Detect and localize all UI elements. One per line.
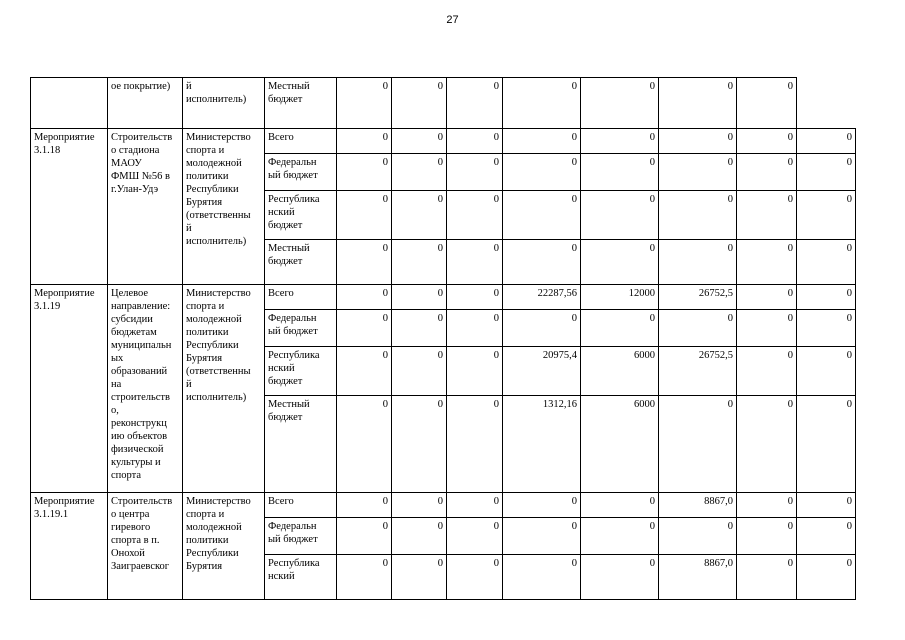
value-cell: 22287,56 (503, 285, 581, 310)
executor-cell: Министерство спорта и молодежной политики Республики Бурятия (183, 493, 265, 600)
source-cell: Местный бюджет (265, 78, 337, 129)
value-cell: 0 (447, 285, 503, 310)
page-number: 27 (446, 14, 459, 26)
value-cell: 0 (447, 518, 503, 555)
value-cell: 26752,5 (659, 347, 737, 396)
executor-cell: й исполнитель) (183, 78, 265, 129)
value-cell: 0 (503, 240, 581, 285)
value-cell: 0 (797, 285, 856, 310)
value-cell: 0 (337, 555, 392, 600)
value-cell: 0 (797, 396, 856, 493)
value-cell: 0 (392, 555, 447, 600)
value-cell: 0 (737, 347, 797, 396)
value-cell: 0 (797, 191, 856, 240)
value-cell: 0 (447, 78, 503, 129)
value-cell: 0 (337, 240, 392, 285)
value-cell: 0 (737, 518, 797, 555)
value-cell: 0 (581, 154, 659, 191)
value-cell: 0 (737, 129, 797, 154)
value-cell: 0 (392, 285, 447, 310)
value-cell: 0 (447, 129, 503, 154)
value-cell: 0 (447, 493, 503, 518)
value-cell: 0 (737, 310, 797, 347)
value-cell: 0 (337, 129, 392, 154)
value-cell: 20975,4 (503, 347, 581, 396)
name-cell: Строительств о центра гиревого спорта в п. Онохой Заиграевског (108, 493, 183, 600)
source-cell: Всего (265, 493, 337, 518)
name-cell: Строительств о стадиона МАОУ ФМШ №56 в г.Улан-Удэ (108, 129, 183, 285)
table-row (31, 129, 856, 154)
value-cell: 0 (581, 555, 659, 600)
value-cell: 0 (503, 154, 581, 191)
value-cell: 0 (659, 154, 737, 191)
value-cell: 0 (392, 78, 447, 129)
value-cell: 0 (797, 555, 856, 600)
value-cell: 0 (737, 154, 797, 191)
event-cell: Мероприятие 3.1.18 (31, 129, 108, 285)
value-cell: 0 (797, 310, 856, 347)
table-row (31, 493, 856, 518)
event-cell (31, 78, 108, 129)
value-cell: 0 (797, 493, 856, 518)
source-cell: Республика нский бюджет (265, 347, 337, 396)
budget-table (30, 77, 856, 600)
value-cell: 0 (797, 518, 856, 555)
value-cell: 0 (392, 347, 447, 396)
value-cell: 0 (503, 191, 581, 240)
value-cell: 0 (337, 78, 392, 129)
source-cell: Местный бюджет (265, 240, 337, 285)
value-cell: 0 (797, 240, 856, 285)
value-cell: 0 (797, 154, 856, 191)
value-cell: 0 (337, 493, 392, 518)
value-cell: 0 (737, 396, 797, 493)
value-cell: 0 (797, 129, 856, 154)
value-cell: 0 (337, 191, 392, 240)
value-cell: 0 (659, 310, 737, 347)
value-cell: 0 (737, 285, 797, 310)
value-cell: 0 (447, 191, 503, 240)
source-cell: Всего (265, 129, 337, 154)
value-cell: 0 (392, 154, 447, 191)
value-cell: 6000 (581, 347, 659, 396)
value-cell: 0 (659, 191, 737, 240)
value-cell: 0 (337, 310, 392, 347)
source-cell: Федеральн ый бюджет (265, 518, 337, 555)
value-cell: 0 (659, 240, 737, 285)
value-cell: 0 (392, 240, 447, 285)
name-cell: ое покрытие) (108, 78, 183, 129)
table-row (31, 78, 856, 129)
value-cell: 0 (737, 191, 797, 240)
source-cell: Республика нский (265, 555, 337, 600)
value-cell: 0 (581, 493, 659, 518)
value-cell: 26752,5 (659, 285, 737, 310)
value-cell: 0 (503, 129, 581, 154)
value-cell: 0 (447, 240, 503, 285)
value-cell: 0 (392, 396, 447, 493)
blank-cell (797, 78, 856, 129)
value-cell: 0 (581, 129, 659, 154)
value-cell: 0 (581, 518, 659, 555)
source-cell: Федеральн ый бюджет (265, 310, 337, 347)
value-cell: 0 (659, 396, 737, 493)
source-cell: Федеральн ый бюджет (265, 154, 337, 191)
value-cell: 12000 (581, 285, 659, 310)
source-cell: Республика нский бюджет (265, 191, 337, 240)
source-cell: Местный бюджет (265, 396, 337, 493)
executor-cell: Министерство спорта и молодежной политики Республики Бурятия (ответственны й исполнитель) (183, 285, 265, 493)
value-cell: 0 (503, 518, 581, 555)
event-cell: Мероприятие 3.1.19 (31, 285, 108, 493)
table-row (31, 285, 856, 310)
value-cell: 0 (503, 493, 581, 518)
value-cell: 0 (337, 518, 392, 555)
name-cell: Целевое направление: субсидии бюджетам муниципальн ых образований на строительств о, реконструкц ию объектов физической культуры и спорта (108, 285, 183, 493)
value-cell: 0 (392, 493, 447, 518)
value-cell: 0 (447, 396, 503, 493)
value-cell: 0 (737, 555, 797, 600)
value-cell: 0 (581, 310, 659, 347)
value-cell: 0 (737, 78, 797, 129)
value-cell: 0 (392, 129, 447, 154)
value-cell: 0 (337, 396, 392, 493)
value-cell: 0 (447, 347, 503, 396)
value-cell: 0 (581, 78, 659, 129)
value-cell: 0 (581, 240, 659, 285)
value-cell: 0 (337, 285, 392, 310)
value-cell: 8867,0 (659, 555, 737, 600)
value-cell: 0 (659, 518, 737, 555)
value-cell: 0 (337, 347, 392, 396)
value-cell: 0 (659, 78, 737, 129)
value-cell: 0 (503, 310, 581, 347)
event-cell: Мероприятие 3.1.19.1 (31, 493, 108, 600)
value-cell: 0 (659, 129, 737, 154)
value-cell: 0 (392, 310, 447, 347)
value-cell: 0 (503, 555, 581, 600)
value-cell: 0 (447, 555, 503, 600)
value-cell: 0 (337, 154, 392, 191)
source-cell: Всего (265, 285, 337, 310)
value-cell: 0 (581, 191, 659, 240)
value-cell: 0 (447, 154, 503, 191)
executor-cell: Министерство спорта и молодежной политики Республики Бурятия (ответственны й исполнитель) (183, 129, 265, 285)
value-cell: 0 (503, 78, 581, 129)
value-cell: 1312,16 (503, 396, 581, 493)
value-cell: 0 (392, 191, 447, 240)
value-cell: 6000 (581, 396, 659, 493)
value-cell: 0 (737, 240, 797, 285)
value-cell: 8867,0 (659, 493, 737, 518)
value-cell: 0 (447, 310, 503, 347)
value-cell: 0 (392, 518, 447, 555)
value-cell: 0 (737, 493, 797, 518)
value-cell: 0 (797, 347, 856, 396)
